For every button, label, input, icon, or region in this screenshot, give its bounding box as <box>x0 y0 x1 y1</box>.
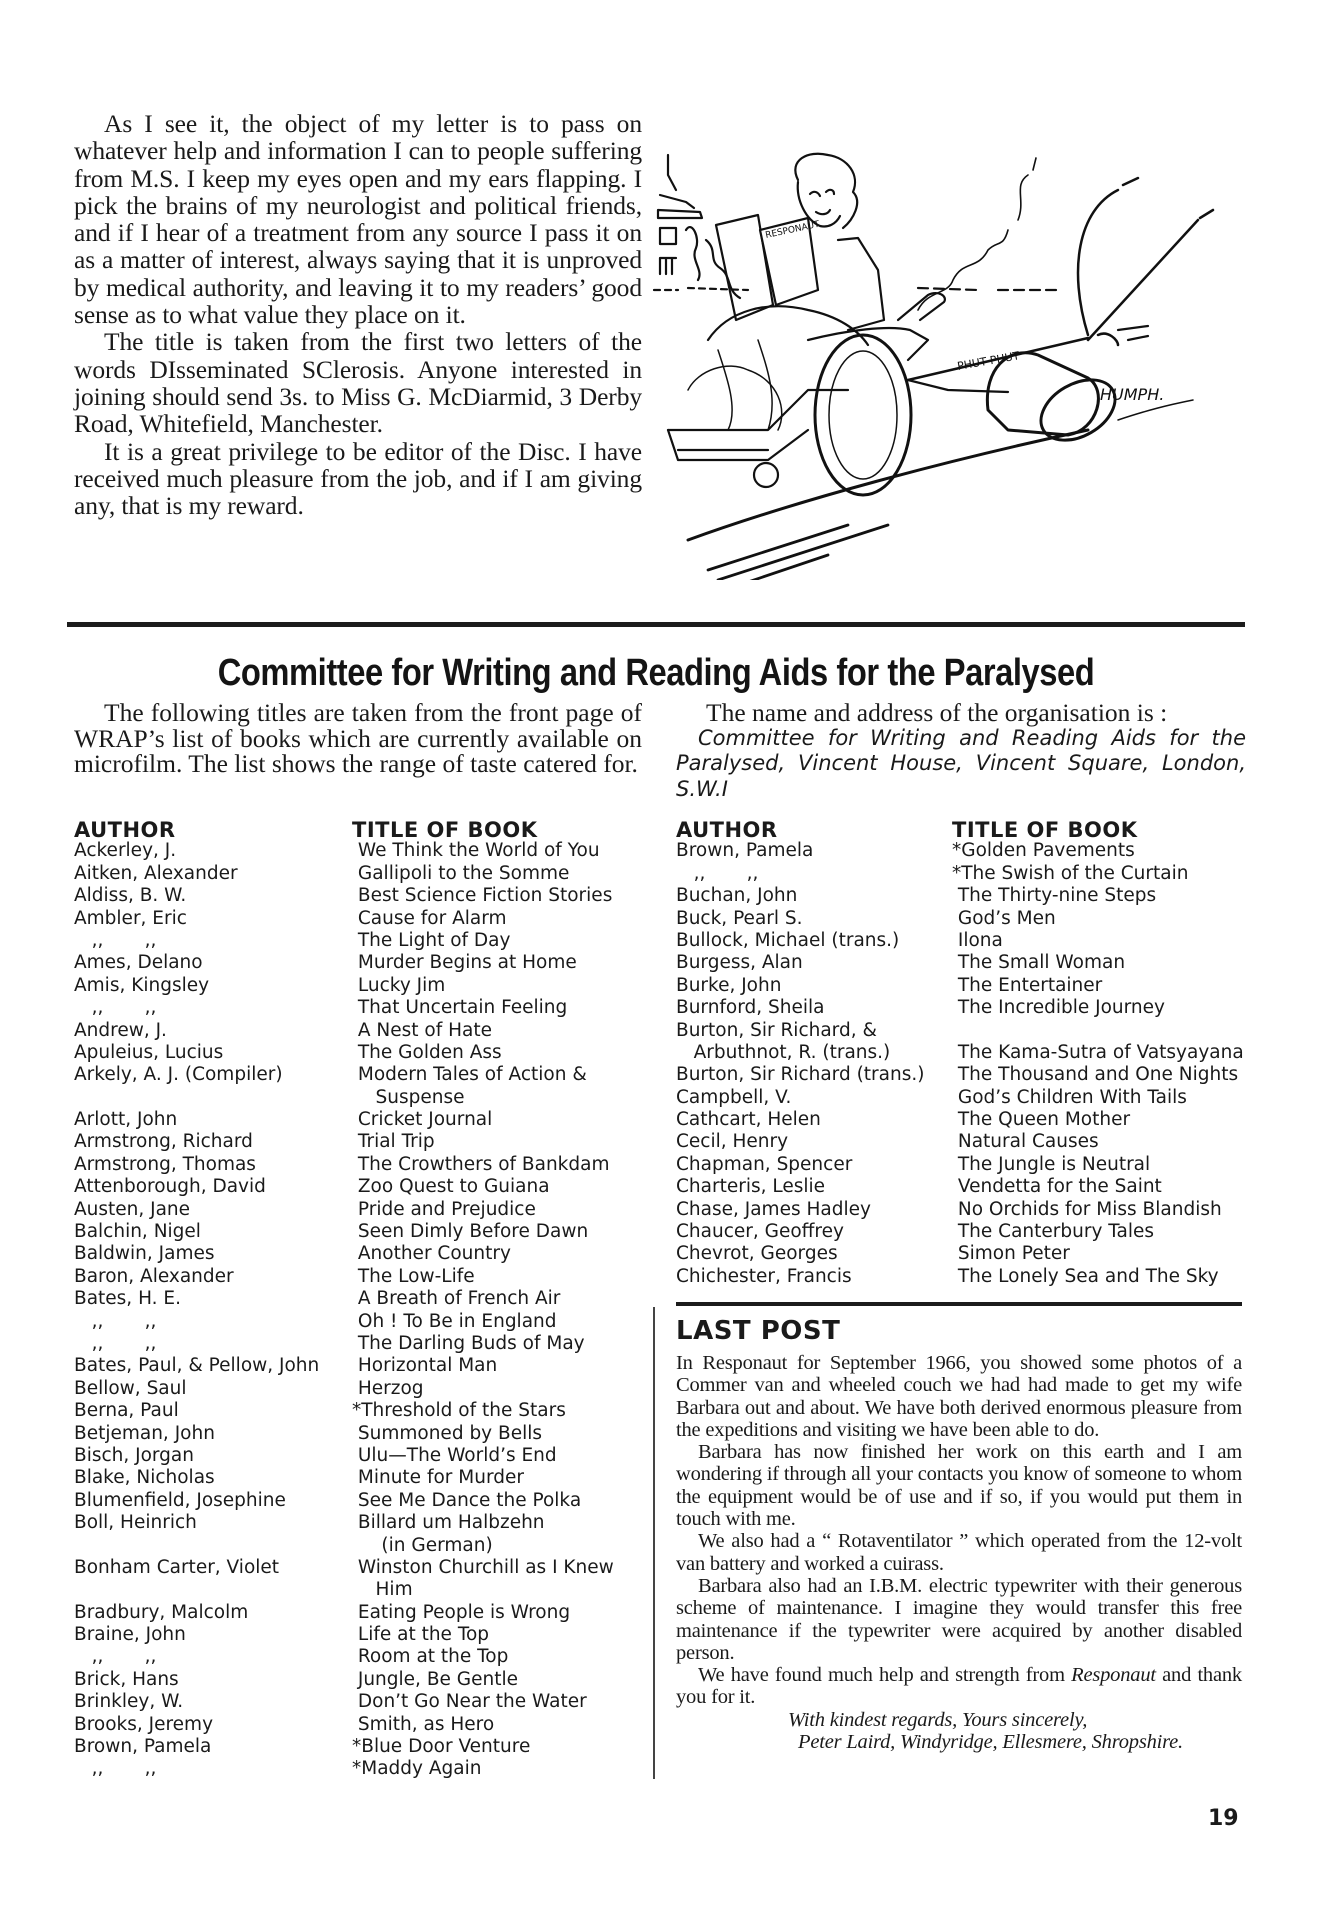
title-cell: The Small Woman <box>952 952 1126 974</box>
svg-text:RESPONAUT: RESPONAUT <box>764 219 821 241</box>
author-cell: Burnford, Sheila <box>676 997 825 1019</box>
author-cell: Cecil, Henry <box>676 1131 789 1153</box>
author-cell: Amis, Kingsley <box>74 974 210 996</box>
title-cell: Billard um Halbzehn <box>352 1512 545 1534</box>
title-cell: We Think the World of You <box>352 840 600 862</box>
author-cell: Betjeman, John <box>74 1422 215 1444</box>
title-cell: The Golden Ass <box>352 1041 502 1063</box>
title-cell: Ulu—The World’s End <box>352 1444 557 1466</box>
wrap-intro-paragraph: The following titles are taken from the front page of WRAP’s list of books which are currently available on microfilm. The list shows the range of taste catered for. <box>74 698 642 778</box>
author-header: AUTHOR <box>74 818 176 842</box>
letter-paragraph-3: It is a great privilege to be editor of the Disc. I have received much pleasure from the job, and if I am giving any, that is my reward. <box>74 436 642 521</box>
author-column <box>74 818 352 1781</box>
author-cell: Baldwin, James <box>74 1243 215 1265</box>
title-cell: Another Country <box>352 1243 511 1265</box>
title-cell: Jungle, Be Gentle <box>352 1668 518 1690</box>
author-cell: Aldiss, B. W. <box>74 885 187 907</box>
title-cell: Modern Tales of Action & <box>352 1064 587 1086</box>
author-cell: Andrew, J. <box>74 1019 167 1041</box>
author-header: AUTHOR <box>676 818 778 842</box>
title-cell: *Threshold of the Stars <box>352 1400 566 1422</box>
author-cell: Chapman, Spencer <box>676 1153 853 1175</box>
author-cell: Brinkley, W. <box>74 1691 184 1713</box>
title-cell: Room at the Top <box>352 1646 509 1668</box>
author-cell: Chevrot, Georges <box>676 1243 838 1265</box>
title-cell: The Queen Mother <box>952 1109 1131 1131</box>
author-cell <box>74 1535 352 1557</box>
title-cell: The Darling Buds of May <box>352 1332 585 1354</box>
author-cell: Boll, Heinrich <box>74 1512 197 1534</box>
title-cell: Suspense <box>352 1086 465 1108</box>
title-cell: Cause for Alarm <box>352 907 507 929</box>
title-cell: Summoned by Bells <box>352 1422 543 1444</box>
woman-figure <box>668 154 884 460</box>
last-post-paragraph-5: We have found much help and strength from Responaut and thank you for it. <box>676 1664 1242 1709</box>
author-cell: Burton, Sir Richard, & <box>676 1019 877 1041</box>
title-cell: The Incredible Journey <box>952 997 1165 1019</box>
author-cell: Cathcart, Helen <box>676 1109 821 1131</box>
author-cell: Bonham Carter, Violet <box>74 1556 280 1578</box>
title-cell: (in German) <box>352 1534 493 1556</box>
title-cell: The Lonely Sea and The Sky <box>952 1265 1219 1287</box>
svg-text:PHUT PHUT: PHUT PHUT <box>956 349 1021 373</box>
title-cell: Natural Causes <box>952 1131 1099 1153</box>
title-cell: Murder Begins at Home <box>352 952 577 974</box>
title-cell: No Orchids for Miss Blandish <box>952 1198 1222 1220</box>
title-cell: That Uncertain Feeling <box>352 997 568 1019</box>
author-cell: Arkely, A. J. (Compiler) <box>74 1064 283 1086</box>
author-cell: Brooks, Jeremy <box>74 1713 214 1735</box>
author-cell: Blake, Nicholas <box>74 1467 215 1489</box>
author-cell: ,, ,, <box>74 1646 157 1668</box>
title-cell: See Me Dance the Polka <box>352 1489 582 1511</box>
address-intro: The name and address of the organisation is : <box>706 698 1168 727</box>
title-cell: Minute for Murder <box>352 1467 524 1489</box>
title-column <box>952 818 1244 1288</box>
author-cell: Chaucer, Geoffrey <box>676 1221 844 1243</box>
author-cell: Braine, John <box>74 1624 186 1646</box>
author-cell: Arlott, John <box>74 1109 178 1131</box>
author-cell: Bates, Paul, & Pellow, John <box>74 1355 320 1377</box>
author-cell <box>74 1579 352 1601</box>
title-cell: The Crowthers of Bankdam <box>352 1153 610 1175</box>
last-post-paragraph-2: Barbara has now finished her work on this earth and I am wondering if through all your contacts you know of someone to whom the equipment would be of use and if so, if you would put them in touch with me. <box>676 1441 1242 1531</box>
sign-off: With kindest regards, Yours sincerely, <box>788 1708 1088 1731</box>
author-cell: ,, ,, <box>74 929 157 951</box>
author-cell: Ames, Delano <box>74 952 203 974</box>
author-cell: Baron, Alexander <box>74 1265 234 1287</box>
title-cell: *The Swish of the Curtain <box>952 862 1189 884</box>
title-cell: Don’t Go Near the Water <box>352 1691 587 1713</box>
title-cell: Simon Peter <box>952 1243 1070 1265</box>
wrap-intro <box>74 700 642 777</box>
letter-paragraph-2: The title is taken from the first two letters of the words DIsseminated SClerosis. Anyone interested in joining should send 3s. to Miss G. McDiarmid, 3 Derby Road, Whitefield, Manchester. <box>74 327 642 439</box>
last-post-paragraph-1: In Responaut for September 1966, you showed some photos of a Commer van and wheeled couch we had had made to get my wife Barbara out and about. We have both derived enormous pleasure from the expeditions and visiting we have been able to do. <box>676 1352 1242 1441</box>
last-post-letter <box>676 1352 1242 1753</box>
author-cell: Balchin, Nigel <box>74 1221 201 1243</box>
title-cell: Best Science Fiction Stories <box>352 885 613 907</box>
author-cell: ,, ,, <box>74 1310 157 1332</box>
author-cell: Blumenfield, Josephine <box>74 1489 286 1511</box>
wrap-address-block <box>676 700 1246 802</box>
author-cell: Brown, Pamela <box>74 1736 212 1758</box>
author-cell: ,, ,, <box>676 862 759 884</box>
title-cell: God’s Men <box>952 907 1056 929</box>
author-cell: Bates, H. E. <box>74 1288 181 1310</box>
author-cell: Burton, Sir Richard (trans.) <box>676 1064 925 1086</box>
title-cell: Life at the Top <box>352 1624 490 1646</box>
book-list-right <box>676 818 1246 1288</box>
artist-signature: HUMPH. <box>1100 385 1165 404</box>
title-cell: A Breath of French Air <box>352 1288 561 1310</box>
author-cell: ,, ,, <box>74 1758 157 1780</box>
title-cell: Him <box>352 1579 413 1601</box>
author-cell: Campbell, V. <box>676 1086 792 1108</box>
title-cell: The Kama-Sutra of Vatsyayana <box>952 1041 1244 1063</box>
title-cell: Pride and Prejudice <box>352 1198 536 1220</box>
page-number: 19 <box>1208 1806 1239 1831</box>
title-cell: The Entertainer <box>952 974 1103 996</box>
title-cell: Lucky Jim <box>352 974 446 996</box>
author-cell: Chase, James Hadley <box>676 1198 871 1220</box>
letter-paragraph-1: As I see it, the object of my letter is to pass on whatever help and information I can to people suffering from M.S. I keep my eyes open and my ears flapping. I pick the brains of my neurologist and political friends, and if I hear of a treatment from any source I pass it on as a matter of interest, always saying that it is unproved by medical authority, and leaving it to my readers’ good sense as to what value they place on it. <box>74 109 642 330</box>
title-cell: Trial Trip <box>352 1131 435 1153</box>
author-cell: Buck, Pearl S. <box>676 907 803 929</box>
author-cell: Burgess, Alan <box>676 952 803 974</box>
magazine-icon <box>716 215 821 320</box>
author-cell: Charteris, Leslie <box>676 1176 826 1198</box>
author-cell: ,, ,, <box>74 1332 157 1354</box>
lawnmower-icon <box>908 178 1213 453</box>
title-header: TITLE OF BOOK <box>352 818 538 842</box>
author-cell: Bellow, Saul <box>74 1377 187 1399</box>
author-cell: ,, ,, <box>74 997 157 1019</box>
author-cell: Apuleius, Lucius <box>74 1041 224 1063</box>
title-cell: Winston Churchill as I Knew <box>352 1556 614 1578</box>
author-column <box>676 818 952 1288</box>
title-cell: Gallipoli to the Somme <box>352 862 570 884</box>
author-cell: Buchan, John <box>676 885 798 907</box>
title-cell: Smith, as Hero <box>352 1713 495 1735</box>
author-cell: Chichester, Francis <box>676 1265 852 1287</box>
title-cell <box>952 1020 1244 1042</box>
last-post-heading: LAST POST <box>676 1316 841 1346</box>
author-cell: Bullock, Michael (trans.) <box>676 929 900 951</box>
title-cell: The Jungle is Neutral <box>952 1153 1151 1175</box>
cartoon-illustration <box>648 130 1260 580</box>
title-cell: *Blue Door Venture <box>352 1736 531 1758</box>
book-list-left <box>74 818 642 1781</box>
author-cell: Austen, Jane <box>74 1198 191 1220</box>
title-column <box>352 818 614 1781</box>
title-cell: Cricket Journal <box>352 1109 493 1131</box>
title-cell: Eating People is Wrong <box>352 1601 571 1623</box>
author-cell: Aitken, Alexander <box>74 862 238 884</box>
column-divider <box>653 1307 655 1779</box>
author-cell: Bradbury, Malcolm <box>74 1601 249 1623</box>
letter-text <box>74 110 642 519</box>
title-cell: Oh ! To Be in England <box>352 1310 557 1332</box>
author-cell: Burke, John <box>676 974 782 996</box>
title-cell: The Light of Day <box>352 929 511 951</box>
author-cell: Ambler, Eric <box>74 907 187 929</box>
title-header: TITLE OF BOOK <box>952 818 1138 842</box>
title-cell: Vendetta for the Saint <box>952 1176 1162 1198</box>
headline: Committee for Writing and Reading Aids for the Paralysed <box>217 652 1095 694</box>
signature: Peter Laird, Windyridge, Ellesmere, Shropshire. <box>798 1731 1183 1754</box>
organisation-address: Committee for Writing and Reading Aids for the Paralysed, Vincent House, Vincent Square, London, S.W.I <box>676 725 1246 801</box>
author-cell: Arbuthnot, R. (trans.) <box>676 1041 891 1063</box>
author-cell: Brown, Pamela <box>676 840 814 862</box>
last-post-divider <box>676 1302 1242 1306</box>
author-cell: Ackerley, J. <box>74 840 177 862</box>
title-cell: God’s Children With Tails <box>952 1086 1187 1108</box>
title-cell: The Thousand and One Nights <box>952 1064 1239 1086</box>
title-cell: Herzog <box>352 1377 424 1399</box>
title-cell: Horizontal Man <box>352 1355 498 1377</box>
section-divider <box>67 622 1245 627</box>
author-cell: Bisch, Jorgan <box>74 1444 194 1466</box>
title-cell: Seen Dimly Before Dawn <box>352 1221 589 1243</box>
title-cell: *Maddy Again <box>352 1758 482 1780</box>
responaut-title: Responaut <box>1071 1664 1156 1687</box>
title-cell: *Golden Pavements <box>952 840 1135 862</box>
author-cell: Armstrong, Thomas <box>74 1153 256 1175</box>
title-cell: Ilona <box>952 929 1003 951</box>
author-cell: Armstrong, Richard <box>74 1131 253 1153</box>
author-cell: Attenborough, David <box>74 1176 266 1198</box>
author-cell: Berna, Paul <box>74 1400 179 1422</box>
title-cell: A Nest of Hate <box>352 1019 493 1041</box>
last-post-paragraph-3: We also had a “ Rotaventilator ” which operated from the 12-volt van battery and worked a cuirass. <box>676 1530 1242 1575</box>
title-cell: Zoo Quest to Guiana <box>352 1176 550 1198</box>
title-cell: The Canterbury Tales <box>952 1221 1155 1243</box>
author-cell <box>74 1087 352 1109</box>
last-post-paragraph-4: Barbara also had an I.B.M. electric typewriter with their generous scheme of maintenance. I imagine they would transfer this free maintenance if the typewriter were acquired by another disabled person. <box>676 1574 1242 1664</box>
title-cell: The Low-Life <box>352 1265 475 1287</box>
title-cell: The Thirty-nine Steps <box>952 885 1157 907</box>
wheelchair-icon <box>754 293 1008 495</box>
author-cell: Brick, Hans <box>74 1668 179 1690</box>
